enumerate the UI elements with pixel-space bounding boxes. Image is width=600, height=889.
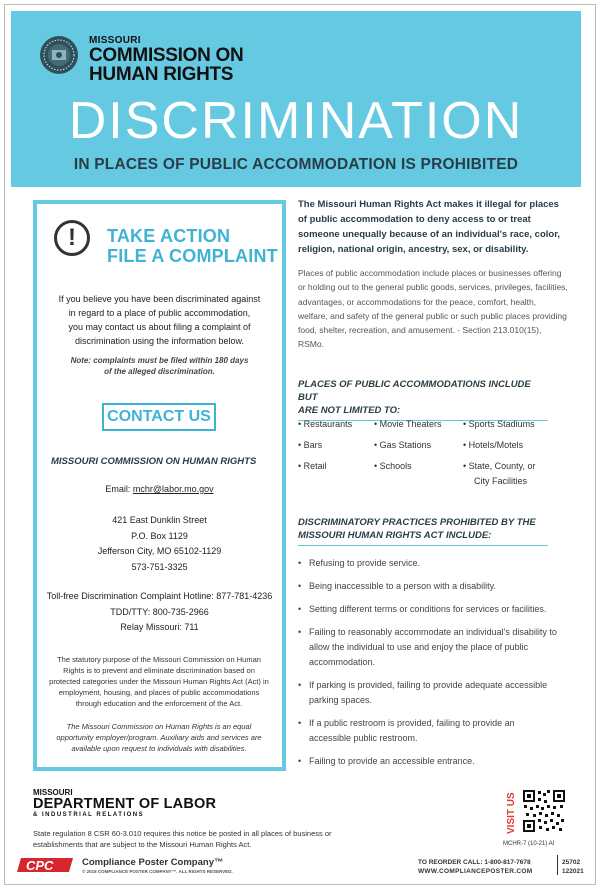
org-line2: HUMAN RIGHTS [89,64,234,85]
list-item: • Failing to reasonably accommodate an individual's disability to allow the individual to use and enjoy the place of public accommodation. [298,625,558,670]
complaint-panel [33,200,286,771]
mchr-title: MISSOURI COMMISSION ON HUMAN RIGHTS [51,456,257,467]
poster-date: 122021 [562,868,584,875]
places-heading-line2: ARE NOT LIMITED TO: [298,405,401,416]
poster-ids [562,858,584,876]
intro-line: If you believe you have been discriminated against [58,294,261,304]
tdd-line: TDD/TTY: 800-735-2966 [110,606,209,617]
places-heading [298,378,548,421]
practices-heading-line2: MISSOURI HUMAN RIGHTS ACT INCLUDE: [298,530,492,541]
address-line: P.O. Box 1129 [131,530,188,541]
reorder-phone: TO REORDER CALL: 1-800-817-7678 [418,859,531,866]
page-subtitle: IN PLACES OF PUBLIC ACCOMMODATION IS PROHIBITED [73,156,519,173]
practices-heading-line1: DISCRIMINATORY PRACTICES PROHIBITED BY THE [298,517,536,528]
poster-id: 25702 [562,859,581,866]
header-banner [11,11,581,187]
page-title: DISCRIMINATION [68,92,524,150]
list-item: • Failing to provide an accessible entrance. [298,754,558,769]
list-item: • Bars [298,440,323,450]
list-item: • Sports Stadiums [463,419,535,429]
intro-line: you may contact us about filing a complaint of [68,322,251,332]
list-item: City Facilities [474,476,528,486]
mailing-address [47,513,272,575]
qr-code-icon[interactable] [522,789,566,833]
visit-us-text: VISIT US [506,792,517,834]
address-line: 421 East Dunklin Street [112,515,207,525]
address-line: Jefferson City, MO 65102-1129 [97,546,222,556]
email-label: Email: [105,484,133,494]
regulation-notice: State regulation 8 CSR 60-3.010 requires this notice be posted in all places of business or establishments that are subject to the Missouri Human Rights Act. [33,829,332,849]
cpc-logo-text: CPC [26,858,54,873]
note-line: Note: complaints must be filed within 180 days [70,356,249,365]
org-line1: COMMISSION ON [89,45,244,66]
list-item: • Being inaccessible to a person with a disability. [298,579,558,594]
list-item: • Retail [298,461,327,471]
hotlines [43,589,276,636]
list-item: • Movie Theaters [374,419,442,429]
email-link[interactable]: mchr@labor.mo.gov [132,484,214,494]
take-action-line1: TAKE ACTION [107,226,231,246]
hotline-line: Toll-free Discrimination Complaint Hotline: 877-781-4236 [46,591,273,601]
intro-line: discrimination using the information below. [74,336,245,346]
reorder-info [418,858,532,876]
form-code: MCHR-7 (10-21) AI [503,841,555,847]
exclamation-icon: ! [54,220,90,256]
dol-logo [33,789,216,818]
complaint-intro [47,292,272,348]
places-heading-line1: PLACES OF PUBLIC ACCOMMODATIONS INCLUDE BUT [298,379,531,403]
dol-small: MISSOURI [33,788,73,797]
list-item: • If parking is provided, failing to provide adequate accessible parking spaces. [298,678,558,708]
address-phone: 573-751-3325 [131,561,188,572]
contact-us-button[interactable]: CONTACT US [102,403,216,431]
take-action-line2: FILE A COMPLAINT [107,246,278,266]
act-intro: The Missouri Human Rights Act makes it illegal for places of public accommodation to deny access to or treat someone unequally because of an individual's race, color, religion, national origin, ancestry, sex, or disability. [298,199,561,255]
list-item: • State, County, or [463,461,536,471]
list-item: • Schools [374,461,412,471]
list-item: • If a public restroom is provided, failing to provide an accessible public restroom. [298,716,558,746]
website-link[interactable]: WWW.COMPLIANCEPOSTER.COM [418,868,533,875]
list-item: • Refusing to provide service. [298,556,558,571]
list-item: • Hotels/Motels [463,440,524,450]
list-item: • Restaurants [298,419,353,429]
dol-big: DEPARTMENT OF LABOR [33,796,217,812]
places-definition: Places of public accommodation include places or businesses offering or holding out to the general public goods, services, privileges, facilities, advantages, or accommodations for the peace, comfort, health, welfare, and safety of the general public or such public places providing food, shelter, recreation, and amusement. - Section 213.010(15), RSMo. [298,268,568,350]
email-line [47,484,272,494]
list-item: • Setting different terms or conditions for services or facilities. [298,602,558,617]
state-seal-icon [39,35,79,75]
intro-line: in regard to a place of public accommodation, [68,308,251,318]
practices-heading [298,516,548,546]
divider [557,855,558,875]
list-item: • Gas Stations [374,440,432,450]
take-action-heading [107,226,278,266]
cpc-logo-icon [17,856,77,874]
statutory-purpose: The statutory purpose of the Missouri Commission on Human Rights is to prevent and eliminate discrimination based on protected categories under the Missouri Human Rights Act (Act) in employment, housing, and places of public accommodations through education and the enforcement of the Act. [49,655,269,708]
eeo-statement: The Missouri Commission on Human Rights is an equal opportunity employer/program. Auxiliary aids and services are available upon request to individuals with disabilities. [56,722,262,753]
note-line: of the alleged discrimination. [104,367,215,376]
dol-sub: & INDUSTRIAL RELATIONS [33,811,145,818]
filing-deadline-note [47,355,272,377]
visit-us-label [503,790,517,836]
org-name [89,36,243,84]
practices-list [298,556,558,777]
org-small: MISSOURI [89,35,141,46]
cpc-name: Compliance Poster Company™ [82,857,224,868]
relay-line: Relay Missouri: 711 [120,622,199,632]
cpc-copyright: © 2018 COMPLIANCE POSTER COMPANY™. ALL RIGHTS RESERVED. [82,869,233,874]
